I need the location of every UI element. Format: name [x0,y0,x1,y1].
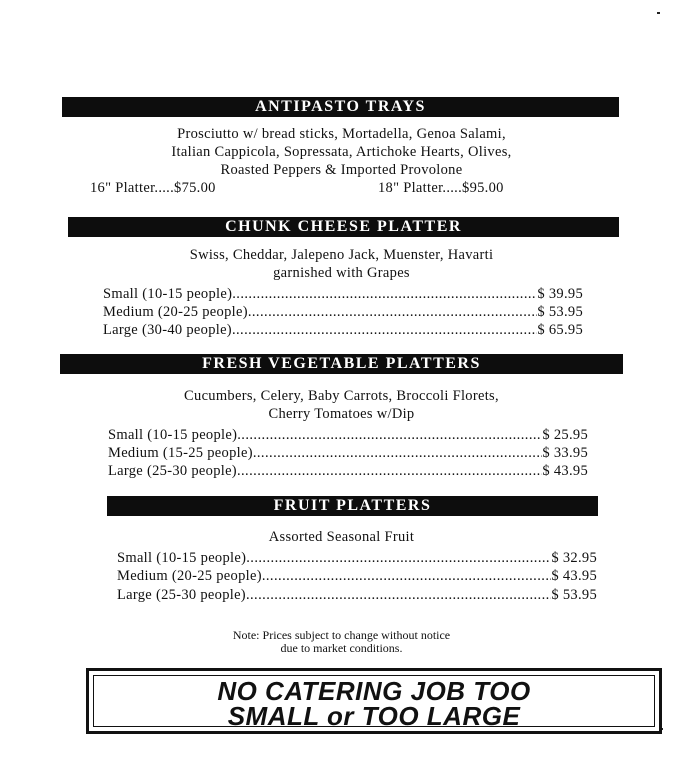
size-label: Medium (15-25 people) [108,445,253,461]
price-note-line: due to market conditions. [280,641,403,655]
leader-dots [248,303,538,321]
antipasto-description-line: Prosciutto w/ bread sticks, Mortadella, Genoa Salami, [177,126,506,142]
size-price: $ 53.95 [537,304,583,320]
cheese-size-medium [103,303,583,321]
cheese-size-large [103,321,583,339]
cheese-description-line: garnished with Grapes [273,265,410,281]
vegetable-description-line: Cucumbers, Celery, Baby Carrots, Broccoli Florets, [184,388,499,404]
size-price: $ 39.95 [537,286,583,302]
antipasto-header: ANTIPASTO TRAYS [62,97,619,117]
platter-price: $75.00 [174,180,216,196]
size-label: Large (30-40 people) [103,322,232,338]
tagline-line: NO CATERING JOB TOO [217,676,531,706]
price-note-line: Note: Prices subject to change without notice [232,628,451,642]
leader-dots [262,567,552,585]
fruit-size-medium [117,567,597,585]
tagline-box [86,668,662,734]
leader-dots [232,285,537,303]
size-price: $ 33.95 [542,445,588,461]
platter-price: $95.00 [462,180,504,196]
antipasto-description-line: Italian Cappicola, Sopressata, Artichoke Hearts, Olives, [171,144,512,160]
leader-dots [237,426,542,444]
fruit-size-large [117,586,597,604]
size-label: Large (25-30 people) [108,463,237,479]
cheese-description-line: Swiss, Cheddar, Jalepeno Jack, Muenster, Havarti [189,247,494,263]
size-price: $ 43.95 [542,463,588,479]
size-price: $ 65.95 [537,322,583,338]
size-label: Small (10-15 people) [108,427,238,443]
vegetable-size-large [108,462,588,480]
antipasto-platter-18 [378,179,504,197]
vegetable-header: FRESH VEGETABLE PLATTERS [60,354,623,374]
leader-dots [232,321,537,339]
antipasto-description-line: Roasted Peppers & Imported Provolone [220,162,463,178]
cheese-header: CHUNK CHEESE PLATTER [68,217,619,237]
size-label: Small (10-15 people) [117,550,247,566]
vegetable-size-small [108,426,588,444]
leader-dots [253,444,543,462]
fruit-header: FRUIT PLATTERS [107,496,598,516]
leader-dots [237,462,542,480]
size-label: Large (25-30 people) [117,587,246,603]
vegetable-description-line: Cherry Tomatoes w/Dip [268,406,415,422]
antipasto-platter-16 [90,179,216,197]
platter-label: 16" Platter..... [90,180,175,196]
fruit-description-line: Assorted Seasonal Fruit [268,529,415,545]
cheese-size-small [103,285,583,303]
leader-dots [246,549,551,567]
tagline-line: SMALL or TOO LARGE [227,701,521,731]
size-price: $ 32.95 [551,550,597,566]
size-label: Medium (20-25 people) [103,304,248,320]
platter-label: 18" Platter..... [378,180,463,196]
scan-speck [657,12,660,14]
size-label: Small (10-15 people) [103,286,233,302]
size-price: $ 53.95 [551,587,597,603]
size-price: $ 43.95 [551,568,597,584]
leader-dots [246,586,551,604]
vegetable-size-medium [108,444,588,462]
size-label: Medium (20-25 people) [117,568,262,584]
fruit-size-small [117,549,597,567]
size-price: $ 25.95 [542,427,588,443]
